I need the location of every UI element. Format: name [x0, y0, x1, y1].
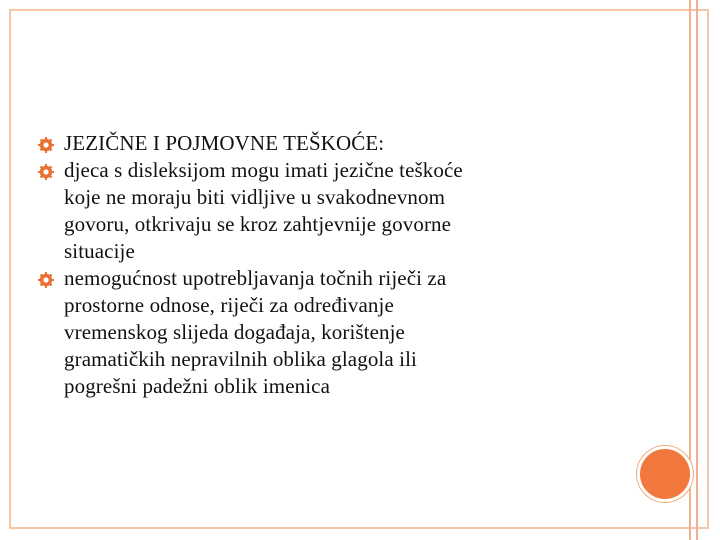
- gear-bullet-icon: [38, 271, 64, 288]
- bullet-list: [38, 130, 598, 400]
- decorative-circle: [637, 446, 693, 502]
- bullet-item: [38, 157, 598, 265]
- bullet-item: [38, 130, 598, 157]
- bullet-item: [38, 265, 598, 400]
- bullet-text: JEZIČNE I POJMOVNE TEŠKOĆE:: [64, 131, 385, 155]
- side-decoration-line: [696, 0, 698, 540]
- bullet-text: nemogućnost upotrebljavanja točnih riječi za prostorne odnose, riječi za određivanje vremenskog slijeda događaja, korištenje gramatičkih nepravilnih oblika glagola ili pogrešni padežni oblik imenica: [64, 266, 447, 398]
- gear-bullet-icon: [38, 163, 64, 180]
- gear-bullet-icon: [38, 136, 64, 153]
- bullet-text: djeca s disleksijom mogu imati jezične teškoće koje ne moraju biti vidljive u svakodnevnom govoru, otkrivaju se kroz zahtjevnije govorne situacije: [64, 158, 463, 263]
